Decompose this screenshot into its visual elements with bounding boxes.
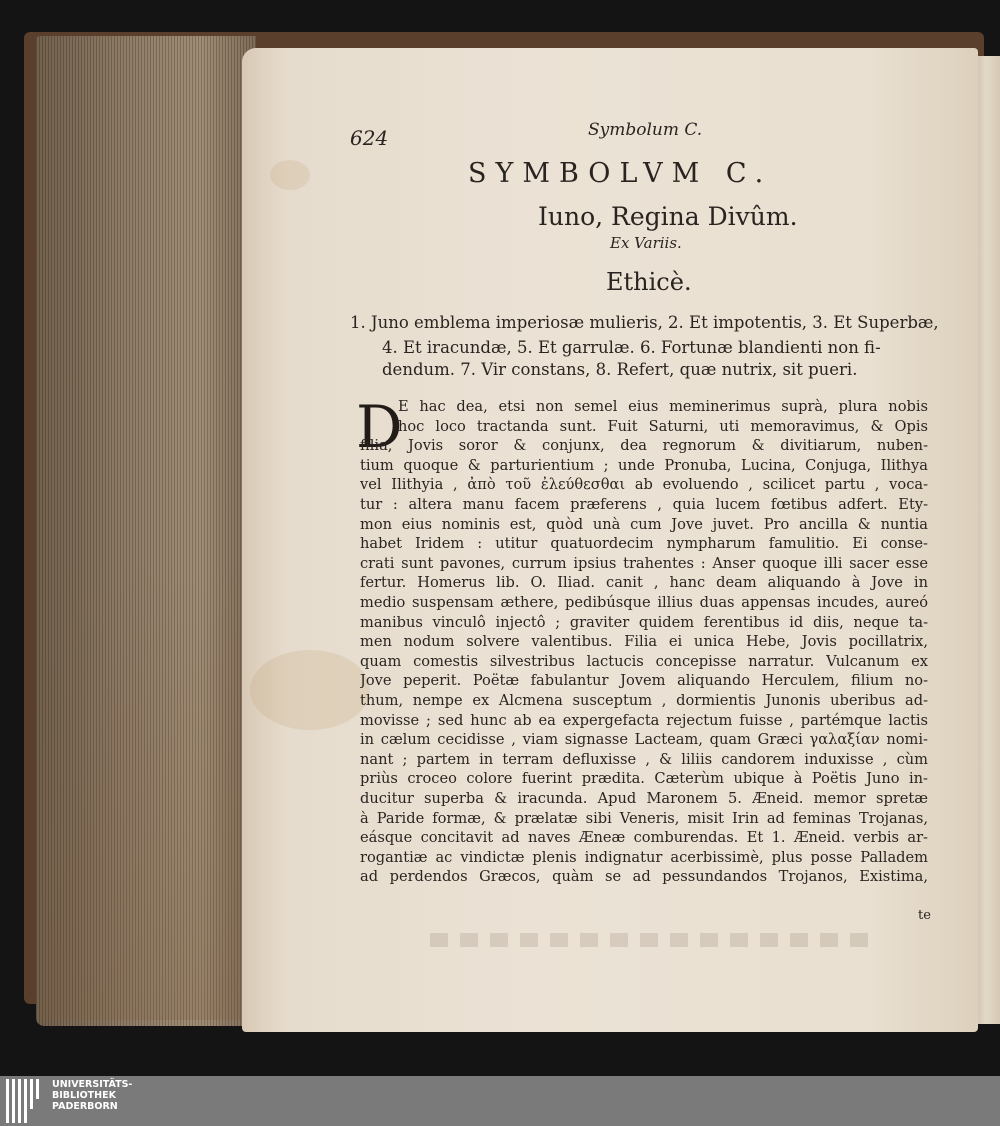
body-line: eásque concitavit ad naves Æneæ comburendas. Et 1. Æneid. verbis ar- [360, 829, 928, 847]
body-line: quam comestis silvestribus lactucis concepisse narratur. Vulcanum ex [360, 652, 928, 670]
body-line: mon eius nominis est, quòd unà cum Jove juvet. Pro ancilla & nuntia [360, 515, 928, 533]
body-line: manibus vinculô injectô ; graviter quidem ferentibus id diis, neque ta- [360, 613, 928, 631]
logo-line: PADERBORN [52, 1101, 118, 1112]
show-through-text [430, 933, 870, 947]
page-title: SYMBOLVM C. [468, 158, 773, 189]
body-line: Jove peperit. Poëtæ fabulantur Jovem aliquando Herculem, filium no- [360, 672, 928, 690]
body-line: habet Iridem : utitur quatuordecim nympharum famulitio. Ei conse- [360, 535, 928, 553]
body-line: crati sunt pavones, currum ipsius trahentes : Anser quoque illi sacer esse [360, 554, 928, 572]
toc-line: 4. Et iracundæ, 5. Et garrulæ. 6. Fortunæ blandienti non fi- [382, 338, 881, 357]
body-line: filia, Jovis soror & conjunx, dea regnorum & divitiarum, nuben- [360, 437, 928, 455]
body-line: nant ; partem in terram defluxisse , & liliis candorem induxisse , cùm [360, 750, 928, 768]
library-footer [0, 1076, 1000, 1126]
fore-edge-stain [40, 560, 240, 1020]
body-line: movisse ; sed hunc ab ea expergefacta rejectum fuisse , partémque lactis [360, 711, 928, 729]
logo-line: BIBLIOTHEK [52, 1090, 116, 1101]
page-number: 624 [350, 126, 389, 150]
library-logo-icon [6, 1079, 46, 1123]
body-line: men nodum solvere valentibus. Filia ei unica Hebe, Jovis pocillatrix, [360, 633, 928, 651]
body-line: tur : altera manu facem præferens , quia lucem fœtibus adfert. Ety- [360, 496, 928, 513]
body-line: medio suspensam æthere, pedibúsque illius duas appensas incudes, aureó [360, 594, 928, 611]
section-heading: Ethicè. [606, 268, 692, 296]
body-line: rogantiæ ac vindictæ plenis indignatur acerbissimè, plus posse Palladem [360, 848, 928, 866]
running-head: Symbolum C. [588, 120, 703, 140]
drop-cap: D [356, 393, 403, 461]
body-line: à Paride formæ, & prælatæ sibi Veneris, misit Irin ad feminas Trojanas, [360, 809, 928, 827]
body-line: hoc loco tractanda sunt. Fuit Saturni, uti memoravimus, & Opis [398, 417, 928, 435]
body-line: in cælum cecidisse , viam signasse Lacteam, quam Græci γαλαξίαν nomi- [360, 731, 928, 749]
body-line: thum, nempe ex Alcmena susceptum , dormientis Junonis uberibus ad- [360, 692, 928, 709]
catchword: te [918, 908, 931, 923]
body-line: ad perdendos Græcos, quàm se ad pessundandos Trojanos, Existima, [360, 868, 928, 886]
source-note: Ex Variis. [610, 234, 682, 252]
logo-line: UNIVERSITÄTS- [52, 1079, 133, 1090]
page-subtitle: Iuno, Regina Divûm. [538, 202, 798, 231]
body-line: ducitur superba & iracunda. Apud Maronem 5. Æneid. memor spretæ [360, 790, 928, 807]
paper-stain [270, 160, 310, 190]
paper-stain [250, 650, 370, 730]
body-line: vel Ilithyia , ἀπὸ τοῦ ἐλεύθεσθαι ab evoluendo , scilicet partu , voca- [360, 476, 928, 494]
toc-line: dendum. 7. Vir constans, 8. Refert, quæ nutrix, sit pueri. [382, 360, 858, 379]
body-line: fertur. Homerus lib. O. Iliad. canit , hanc deam aliquando à Jove in [360, 574, 928, 592]
toc-line: 1. Juno emblema imperiosæ mulieris, 2. Et impotentis, 3. Et Superbæ, [350, 313, 939, 332]
body-line: tium quoque & parturientium ; unde Pronuba, Lucina, Conjuga, Ilithya [360, 456, 928, 474]
body-line: priùs croceo colore fuerint prædita. Cæterùm ubique à Poëtis Juno in- [360, 770, 928, 788]
body-line: E hac dea, etsi non semel eius meminerimus suprà, plura nobis [398, 398, 928, 415]
